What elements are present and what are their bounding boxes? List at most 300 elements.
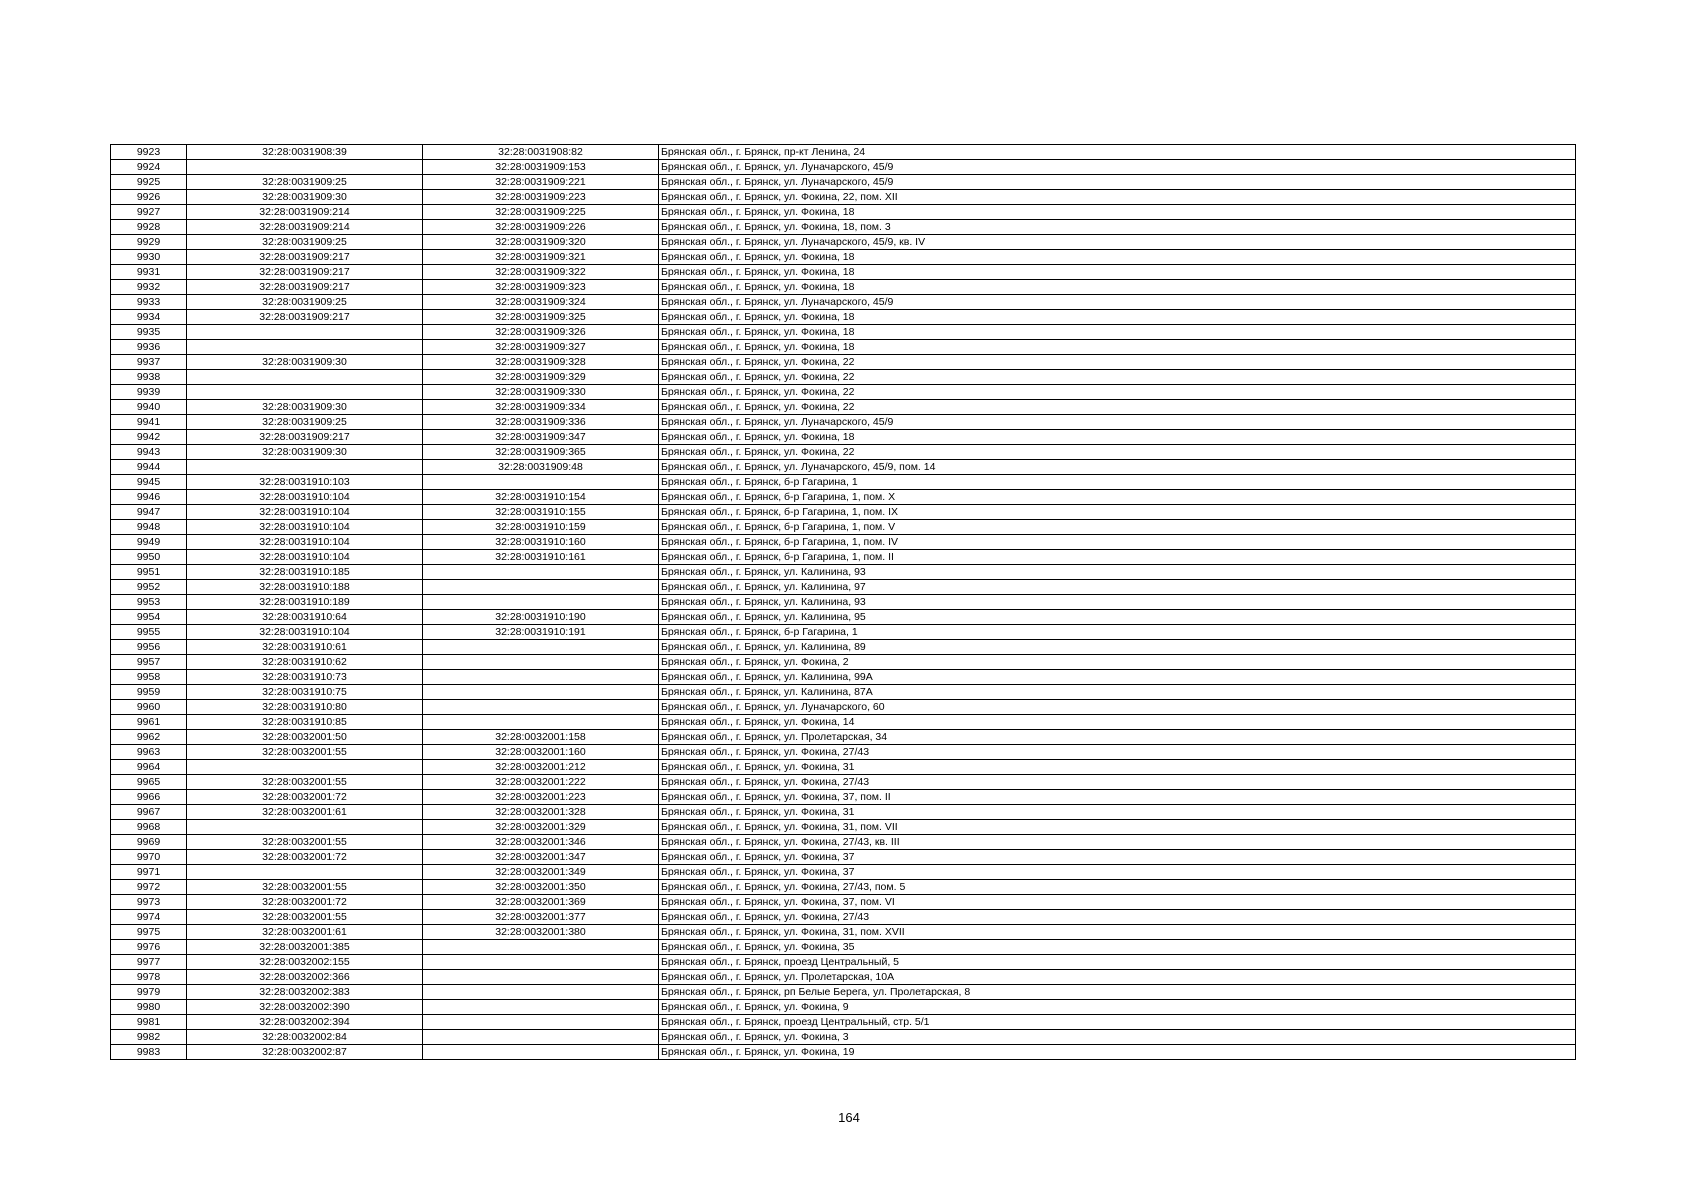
- cadastral-number-cell: 32:28:0031909:223: [423, 190, 659, 205]
- row-number-cell: 9967: [111, 805, 187, 820]
- parent-cadastral-number-cell: 32:28:0032002:84: [187, 1030, 423, 1045]
- parent-cadastral-number-cell: 32:28:0032001:72: [187, 790, 423, 805]
- table-row: [111, 175, 1576, 190]
- table-row: [111, 460, 1576, 475]
- table-row: [111, 415, 1576, 430]
- parent-cadastral-number-cell: [187, 160, 423, 175]
- address-cell: Брянская обл., г. Брянск, ул. Фокина, 22: [659, 400, 1576, 415]
- parent-cadastral-number-cell: [187, 385, 423, 400]
- cadastral-number-cell: 32:28:0031909:327: [423, 340, 659, 355]
- cadastral-number-cell: 32:28:0032001:212: [423, 760, 659, 775]
- parent-cadastral-number-cell: 32:28:0031910:73: [187, 670, 423, 685]
- table-row: [111, 670, 1576, 685]
- table-row: [111, 715, 1576, 730]
- parent-cadastral-number-cell: 32:28:0032001:55: [187, 910, 423, 925]
- parent-cadastral-number-cell: 32:28:0031910:62: [187, 655, 423, 670]
- table-row: [111, 340, 1576, 355]
- address-cell: Брянская обл., г. Брянск, ул. Калинина, 93: [659, 565, 1576, 580]
- parent-cadastral-number-cell: 32:28:0032002:383: [187, 985, 423, 1000]
- table-row: [111, 625, 1576, 640]
- parent-cadastral-number-cell: 32:28:0032002:366: [187, 970, 423, 985]
- table-row: [111, 910, 1576, 925]
- address-cell: Брянская обл., г. Брянск, ул. Фокина, 14: [659, 715, 1576, 730]
- row-number-cell: 9978: [111, 970, 187, 985]
- row-number-cell: 9939: [111, 385, 187, 400]
- row-number-cell: 9982: [111, 1030, 187, 1045]
- parent-cadastral-number-cell: 32:28:0032001:72: [187, 895, 423, 910]
- address-cell: Брянская обл., г. Брянск, ул. Фокина, 18: [659, 325, 1576, 340]
- cadastral-number-cell: [423, 475, 659, 490]
- row-number-cell: 9949: [111, 535, 187, 550]
- address-cell: Брянская обл., г. Брянск, ул. Фокина, 18, пом. 3: [659, 220, 1576, 235]
- cadastral-number-cell: 32:28:0031909:324: [423, 295, 659, 310]
- parent-cadastral-number-cell: [187, 865, 423, 880]
- parent-cadastral-number-cell: 32:28:0032001:61: [187, 805, 423, 820]
- cadastral-number-cell: 32:28:0032001:328: [423, 805, 659, 820]
- table-row: [111, 505, 1576, 520]
- cadastral-number-cell: 32:28:0031909:323: [423, 280, 659, 295]
- address-cell: Брянская обл., г. Брянск, ул. Луначарского, 45/9, кв. IV: [659, 235, 1576, 250]
- address-cell: Брянская обл., г. Брянск, ул. Фокина, 19: [659, 1045, 1576, 1060]
- parent-cadastral-number-cell: 32:28:0031909:30: [187, 445, 423, 460]
- parent-cadastral-number-cell: 32:28:0032001:61: [187, 925, 423, 940]
- cadastral-number-cell: 32:28:0031909:334: [423, 400, 659, 415]
- table-row: [111, 160, 1576, 175]
- parent-cadastral-number-cell: [187, 370, 423, 385]
- cadastral-number-cell: 32:28:0031909:221: [423, 175, 659, 190]
- parent-cadastral-number-cell: 32:28:0031909:217: [187, 280, 423, 295]
- address-cell: Брянская обл., г. Брянск, ул. Фокина, 22: [659, 355, 1576, 370]
- address-cell: Брянская обл., г. Брянск, ул. Фокина, 9: [659, 1000, 1576, 1015]
- table-row: [111, 220, 1576, 235]
- cadastral-number-cell: [423, 1000, 659, 1015]
- address-cell: Брянская обл., г. Брянск, б-р Гагарина, 1, пом. IV: [659, 535, 1576, 550]
- table-row: [111, 640, 1576, 655]
- address-cell: Брянская обл., г. Брянск, ул. Луначарского, 45/9: [659, 415, 1576, 430]
- row-number-cell: 9930: [111, 250, 187, 265]
- cadastral-number-cell: 32:28:0031910:190: [423, 610, 659, 625]
- row-number-cell: 9977: [111, 955, 187, 970]
- address-cell: Брянская обл., г. Брянск, ул. Фокина, 22: [659, 385, 1576, 400]
- address-cell: Брянская обл., г. Брянск, ул. Фокина, 2: [659, 655, 1576, 670]
- cadastral-number-cell: [423, 970, 659, 985]
- parent-cadastral-number-cell: 32:28:0032001:72: [187, 850, 423, 865]
- parent-cadastral-number-cell: 32:28:0031910:104: [187, 490, 423, 505]
- parent-cadastral-number-cell: 32:28:0031908:39: [187, 145, 423, 160]
- row-number-cell: 9974: [111, 910, 187, 925]
- row-number-cell: 9955: [111, 625, 187, 640]
- address-cell: Брянская обл., г. Брянск, ул. Фокина, 35: [659, 940, 1576, 955]
- table-row: [111, 430, 1576, 445]
- parent-cadastral-number-cell: 32:28:0031910:104: [187, 625, 423, 640]
- address-cell: Брянская обл., г. Брянск, ул. Фокина, 27/43: [659, 910, 1576, 925]
- row-number-cell: 9957: [111, 655, 187, 670]
- cadastral-number-cell: 32:28:0031909:328: [423, 355, 659, 370]
- address-cell: Брянская обл., г. Брянск, ул. Калинина, 87А: [659, 685, 1576, 700]
- cadastral-number-cell: 32:28:0031908:82: [423, 145, 659, 160]
- row-number-cell: 9927: [111, 205, 187, 220]
- address-cell: Брянская обл., г. Брянск, ул. Фокина, 22, пом. XII: [659, 190, 1576, 205]
- table-row: [111, 820, 1576, 835]
- parent-cadastral-number-cell: 32:28:0031909:25: [187, 175, 423, 190]
- cadastral-number-cell: [423, 1015, 659, 1030]
- parent-cadastral-number-cell: 32:28:0032002:87: [187, 1045, 423, 1060]
- cadastral-number-cell: [423, 655, 659, 670]
- registry-table: [110, 144, 1576, 1060]
- table-row: [111, 520, 1576, 535]
- cadastral-number-cell: 32:28:0031910:159: [423, 520, 659, 535]
- address-cell: Брянская обл., г. Брянск, ул. Фокина, 31: [659, 760, 1576, 775]
- table-row: [111, 595, 1576, 610]
- parent-cadastral-number-cell: 32:28:0032002:390: [187, 1000, 423, 1015]
- cadastral-number-cell: [423, 565, 659, 580]
- row-number-cell: 9979: [111, 985, 187, 1000]
- address-cell: Брянская обл., г. Брянск, ул. Фокина, 18: [659, 340, 1576, 355]
- page-number: 164: [838, 1110, 860, 1125]
- cadastral-number-cell: 32:28:0032001:369: [423, 895, 659, 910]
- row-number-cell: 9969: [111, 835, 187, 850]
- cadastral-number-cell: 32:28:0031909:336: [423, 415, 659, 430]
- table-row: [111, 535, 1576, 550]
- row-number-cell: 9928: [111, 220, 187, 235]
- cadastral-number-cell: 32:28:0031910:191: [423, 625, 659, 640]
- parent-cadastral-number-cell: 32:28:0031909:25: [187, 235, 423, 250]
- row-number-cell: 9973: [111, 895, 187, 910]
- row-number-cell: 9942: [111, 430, 187, 445]
- table-row: [111, 370, 1576, 385]
- address-cell: Брянская обл., г. Брянск, б-р Гагарина, 1, пом. X: [659, 490, 1576, 505]
- row-number-cell: 9951: [111, 565, 187, 580]
- address-cell: Брянская обл., г. Брянск, ул. Луначарского, 45/9: [659, 160, 1576, 175]
- cadastral-number-cell: 32:28:0031909:48: [423, 460, 659, 475]
- row-number-cell: 9950: [111, 550, 187, 565]
- cadastral-number-cell: 32:28:0031910:154: [423, 490, 659, 505]
- cadastral-number-cell: 32:28:0031909:325: [423, 310, 659, 325]
- row-number-cell: 9929: [111, 235, 187, 250]
- address-cell: Брянская обл., г. Брянск, ул. Фокина, 31, пом. VII: [659, 820, 1576, 835]
- cadastral-number-cell: 32:28:0032001:347: [423, 850, 659, 865]
- address-cell: Брянская обл., г. Брянск, ул. Луначарского, 60: [659, 700, 1576, 715]
- address-cell: Брянская обл., г. Брянск, ул. Фокина, 27/43: [659, 745, 1576, 760]
- address-cell: Брянская обл., г. Брянск, ул. Калинина, 95: [659, 610, 1576, 625]
- cadastral-number-cell: 32:28:0031909:322: [423, 265, 659, 280]
- address-cell: Брянская обл., г. Брянск, ул. Фокина, 18: [659, 430, 1576, 445]
- cadastral-number-cell: [423, 940, 659, 955]
- address-cell: Брянская обл., г. Брянск, ул. Калинина, 89: [659, 640, 1576, 655]
- row-number-cell: 9926: [111, 190, 187, 205]
- cadastral-number-cell: 32:28:0032001:158: [423, 730, 659, 745]
- cadastral-number-cell: 32:28:0031909:330: [423, 385, 659, 400]
- table-row: [111, 145, 1576, 160]
- table-row: [111, 940, 1576, 955]
- table-row: [111, 310, 1576, 325]
- table-row: [111, 1015, 1576, 1030]
- row-number-cell: 9946: [111, 490, 187, 505]
- parent-cadastral-number-cell: [187, 820, 423, 835]
- cadastral-number-cell: [423, 955, 659, 970]
- parent-cadastral-number-cell: 32:28:0031909:30: [187, 355, 423, 370]
- table-row: [111, 745, 1576, 760]
- parent-cadastral-number-cell: 32:28:0031910:104: [187, 505, 423, 520]
- table-row: [111, 1045, 1576, 1060]
- parent-cadastral-number-cell: 32:28:0031909:25: [187, 415, 423, 430]
- row-number-cell: 9940: [111, 400, 187, 415]
- row-number-cell: 9941: [111, 415, 187, 430]
- row-number-cell: 9960: [111, 700, 187, 715]
- address-cell: Брянская обл., г. Брянск, б-р Гагарина, 1, пом. V: [659, 520, 1576, 535]
- row-number-cell: 9976: [111, 940, 187, 955]
- row-number-cell: 9923: [111, 145, 187, 160]
- address-cell: Брянская обл., г. Брянск, ул. Фокина, 31: [659, 805, 1576, 820]
- address-cell: Брянская обл., г. Брянск, ул. Фокина, 22: [659, 445, 1576, 460]
- parent-cadastral-number-cell: 32:28:0031909:217: [187, 250, 423, 265]
- address-cell: Брянская обл., г. Брянск, ул. Калинина, 97: [659, 580, 1576, 595]
- parent-cadastral-number-cell: 32:28:0031909:217: [187, 430, 423, 445]
- address-cell: Брянская обл., г. Брянск, ул. Фокина, 18: [659, 265, 1576, 280]
- address-cell: Брянская обл., г. Брянск, ул. Фокина, 37: [659, 850, 1576, 865]
- parent-cadastral-number-cell: 32:28:0031910:104: [187, 520, 423, 535]
- cadastral-number-cell: [423, 1045, 659, 1060]
- parent-cadastral-number-cell: 32:28:0031909:217: [187, 310, 423, 325]
- parent-cadastral-number-cell: [187, 325, 423, 340]
- table-row: [111, 925, 1576, 940]
- address-cell: Брянская обл., г. Брянск, б-р Гагарина, 1, пом. II: [659, 550, 1576, 565]
- address-cell: Брянская обл., г. Брянск, ул. Фокина, 37: [659, 865, 1576, 880]
- cadastral-number-cell: 32:28:0031909:329: [423, 370, 659, 385]
- table-row: [111, 475, 1576, 490]
- address-cell: Брянская обл., г. Брянск, ул. Фокина, 18: [659, 280, 1576, 295]
- parent-cadastral-number-cell: 32:28:0031910:188: [187, 580, 423, 595]
- row-number-cell: 9948: [111, 520, 187, 535]
- table-row: [111, 190, 1576, 205]
- row-number-cell: 9935: [111, 325, 187, 340]
- row-number-cell: 9938: [111, 370, 187, 385]
- cadastral-number-cell: [423, 1030, 659, 1045]
- table-row: [111, 550, 1576, 565]
- cadastral-number-cell: 32:28:0031909:226: [423, 220, 659, 235]
- row-number-cell: 9966: [111, 790, 187, 805]
- address-cell: Брянская обл., г. Брянск, ул. Фокина, 3: [659, 1030, 1576, 1045]
- parent-cadastral-number-cell: 32:28:0031909:30: [187, 400, 423, 415]
- cadastral-number-cell: 32:28:0031909:347: [423, 430, 659, 445]
- address-cell: Брянская обл., г. Брянск, ул. Фокина, 27/43, кв. III: [659, 835, 1576, 850]
- table-row: [111, 280, 1576, 295]
- row-number-cell: 9968: [111, 820, 187, 835]
- row-number-cell: 9961: [111, 715, 187, 730]
- row-number-cell: 9936: [111, 340, 187, 355]
- row-number-cell: 9971: [111, 865, 187, 880]
- parent-cadastral-number-cell: 32:28:0031909:214: [187, 220, 423, 235]
- address-cell: Брянская обл., г. Брянск, ул. Пролетарская, 34: [659, 730, 1576, 745]
- row-number-cell: 9962: [111, 730, 187, 745]
- row-number-cell: 9934: [111, 310, 187, 325]
- cadastral-number-cell: 32:28:0031909:321: [423, 250, 659, 265]
- table-row: [111, 760, 1576, 775]
- cadastral-number-cell: 32:28:0032001:222: [423, 775, 659, 790]
- parent-cadastral-number-cell: 32:28:0031910:189: [187, 595, 423, 610]
- address-cell: Брянская обл., г. Брянск, б-р Гагарина, 1, пом. IX: [659, 505, 1576, 520]
- parent-cadastral-number-cell: [187, 460, 423, 475]
- table-row: [111, 955, 1576, 970]
- cadastral-number-cell: 32:28:0032001:380: [423, 925, 659, 940]
- cadastral-number-cell: [423, 670, 659, 685]
- address-cell: Брянская обл., г. Брянск, проезд Центральный, 5: [659, 955, 1576, 970]
- table-row: [111, 565, 1576, 580]
- row-number-cell: 9980: [111, 1000, 187, 1015]
- table-row: [111, 205, 1576, 220]
- parent-cadastral-number-cell: [187, 760, 423, 775]
- row-number-cell: 9956: [111, 640, 187, 655]
- cadastral-number-cell: [423, 685, 659, 700]
- parent-cadastral-number-cell: 32:28:0032002:155: [187, 955, 423, 970]
- cadastral-number-cell: 32:28:0032001:160: [423, 745, 659, 760]
- address-cell: Брянская обл., г. Брянск, ул. Фокина, 37, пом. VI: [659, 895, 1576, 910]
- cadastral-number-cell: [423, 985, 659, 1000]
- row-number-cell: 9954: [111, 610, 187, 625]
- row-number-cell: 9952: [111, 580, 187, 595]
- table-row: [111, 325, 1576, 340]
- parent-cadastral-number-cell: 32:28:0031909:25: [187, 295, 423, 310]
- table-row: [111, 895, 1576, 910]
- cadastral-number-cell: 32:28:0031909:365: [423, 445, 659, 460]
- table-row: [111, 385, 1576, 400]
- cadastral-number-cell: 32:28:0031910:161: [423, 550, 659, 565]
- address-cell: Брянская обл., г. Брянск, ул. Калинина, 93: [659, 595, 1576, 610]
- parent-cadastral-number-cell: 32:28:0031910:80: [187, 700, 423, 715]
- row-number-cell: 9958: [111, 670, 187, 685]
- cadastral-number-cell: 32:28:0032001:223: [423, 790, 659, 805]
- table-row: [111, 445, 1576, 460]
- row-number-cell: 9953: [111, 595, 187, 610]
- table-row: [111, 730, 1576, 745]
- table-row: [111, 265, 1576, 280]
- address-cell: Брянская обл., г. Брянск, ул. Фокина, 18: [659, 310, 1576, 325]
- table-row: [111, 985, 1576, 1000]
- row-number-cell: 9970: [111, 850, 187, 865]
- address-cell: Брянская обл., г. Брянск, ул. Фокина, 27/43: [659, 775, 1576, 790]
- cadastral-number-cell: 32:28:0031910:160: [423, 535, 659, 550]
- row-number-cell: 9932: [111, 280, 187, 295]
- parent-cadastral-number-cell: [187, 340, 423, 355]
- row-number-cell: 9943: [111, 445, 187, 460]
- address-cell: Брянская обл., г. Брянск, ул. Фокина, 31, пом. XVII: [659, 925, 1576, 940]
- cadastral-number-cell: [423, 595, 659, 610]
- table-row: [111, 250, 1576, 265]
- table-row: [111, 295, 1576, 310]
- table-row: [111, 835, 1576, 850]
- table-row: [111, 655, 1576, 670]
- table-row: [111, 610, 1576, 625]
- parent-cadastral-number-cell: 32:28:0031909:217: [187, 265, 423, 280]
- row-number-cell: 9963: [111, 745, 187, 760]
- row-number-cell: 9947: [111, 505, 187, 520]
- row-number-cell: 9972: [111, 880, 187, 895]
- parent-cadastral-number-cell: 32:28:0031910:61: [187, 640, 423, 655]
- parent-cadastral-number-cell: 32:28:0031910:85: [187, 715, 423, 730]
- row-number-cell: 9945: [111, 475, 187, 490]
- table-row: [111, 775, 1576, 790]
- row-number-cell: 9937: [111, 355, 187, 370]
- cadastral-number-cell: [423, 700, 659, 715]
- address-cell: Брянская обл., г. Брянск, ул. Фокина, 18: [659, 205, 1576, 220]
- parent-cadastral-number-cell: 32:28:0032002:394: [187, 1015, 423, 1030]
- parent-cadastral-number-cell: 32:28:0032001:55: [187, 880, 423, 895]
- parent-cadastral-number-cell: 32:28:0032001:385: [187, 940, 423, 955]
- parent-cadastral-number-cell: 32:28:0032001:50: [187, 730, 423, 745]
- parent-cadastral-number-cell: 32:28:0032001:55: [187, 775, 423, 790]
- table-row: [111, 685, 1576, 700]
- row-number-cell: 9933: [111, 295, 187, 310]
- table-row: [111, 490, 1576, 505]
- address-cell: Брянская обл., г. Брянск, ул. Фокина, 27/43, пом. 5: [659, 880, 1576, 895]
- address-cell: Брянская обл., г. Брянск, ул. Фокина, 18: [659, 250, 1576, 265]
- parent-cadastral-number-cell: 32:28:0031910:103: [187, 475, 423, 490]
- address-cell: Брянская обл., г. Брянск, ул. Луначарского, 45/9: [659, 295, 1576, 310]
- row-number-cell: 9983: [111, 1045, 187, 1060]
- parent-cadastral-number-cell: 32:28:0031910:75: [187, 685, 423, 700]
- registry-table-body: [111, 145, 1576, 1060]
- parent-cadastral-number-cell: 32:28:0031909:30: [187, 190, 423, 205]
- table-row: [111, 790, 1576, 805]
- address-cell: Брянская обл., г. Брянск, ул. Луначарского, 45/9: [659, 175, 1576, 190]
- address-cell: Брянская обл., г. Брянск, ул. Калинина, 99А: [659, 670, 1576, 685]
- address-cell: Брянская обл., г. Брянск, б-р Гагарина, 1: [659, 475, 1576, 490]
- parent-cadastral-number-cell: 32:28:0031910:104: [187, 535, 423, 550]
- address-cell: Брянская обл., г. Брянск, рп Белые Берега, ул. Пролетарская, 8: [659, 985, 1576, 1000]
- table-row: [111, 970, 1576, 985]
- cadastral-number-cell: 32:28:0031909:153: [423, 160, 659, 175]
- cadastral-number-cell: 32:28:0031909:320: [423, 235, 659, 250]
- row-number-cell: 9975: [111, 925, 187, 940]
- cadastral-number-cell: 32:28:0031910:155: [423, 505, 659, 520]
- cadastral-number-cell: 32:28:0032001:349: [423, 865, 659, 880]
- table-row: [111, 880, 1576, 895]
- cadastral-number-cell: 32:28:0032001:346: [423, 835, 659, 850]
- row-number-cell: 9959: [111, 685, 187, 700]
- cadastral-number-cell: [423, 580, 659, 595]
- cadastral-number-cell: [423, 715, 659, 730]
- table-row: [111, 1030, 1576, 1045]
- parent-cadastral-number-cell: 32:28:0031910:185: [187, 565, 423, 580]
- row-number-cell: 9964: [111, 760, 187, 775]
- address-cell: Брянская обл., г. Брянск, ул. Пролетарская, 10А: [659, 970, 1576, 985]
- parent-cadastral-number-cell: 32:28:0032001:55: [187, 745, 423, 760]
- row-number-cell: 9965: [111, 775, 187, 790]
- table-row: [111, 805, 1576, 820]
- parent-cadastral-number-cell: 32:28:0031910:64: [187, 610, 423, 625]
- address-cell: Брянская обл., г. Брянск, ул. Луначарского, 45/9, пом. 14: [659, 460, 1576, 475]
- table-row: [111, 355, 1576, 370]
- parent-cadastral-number-cell: 32:28:0031910:104: [187, 550, 423, 565]
- table-row: [111, 700, 1576, 715]
- table-row: [111, 865, 1576, 880]
- parent-cadastral-number-cell: 32:28:0032001:55: [187, 835, 423, 850]
- row-number-cell: 9924: [111, 160, 187, 175]
- parent-cadastral-number-cell: 32:28:0031909:214: [187, 205, 423, 220]
- row-number-cell: 9981: [111, 1015, 187, 1030]
- address-cell: Брянская обл., г. Брянск, проезд Центральный, стр. 5/1: [659, 1015, 1576, 1030]
- cadastral-number-cell: 32:28:0032001:377: [423, 910, 659, 925]
- table-row: [111, 850, 1576, 865]
- cadastral-number-cell: [423, 640, 659, 655]
- address-cell: Брянская обл., г. Брянск, ул. Фокина, 37, пом. II: [659, 790, 1576, 805]
- cadastral-number-cell: 32:28:0032001:329: [423, 820, 659, 835]
- address-cell: Брянская обл., г. Брянск, ул. Фокина, 22: [659, 370, 1576, 385]
- row-number-cell: 9931: [111, 265, 187, 280]
- table-row: [111, 400, 1576, 415]
- table-row: [111, 1000, 1576, 1015]
- row-number-cell: 9925: [111, 175, 187, 190]
